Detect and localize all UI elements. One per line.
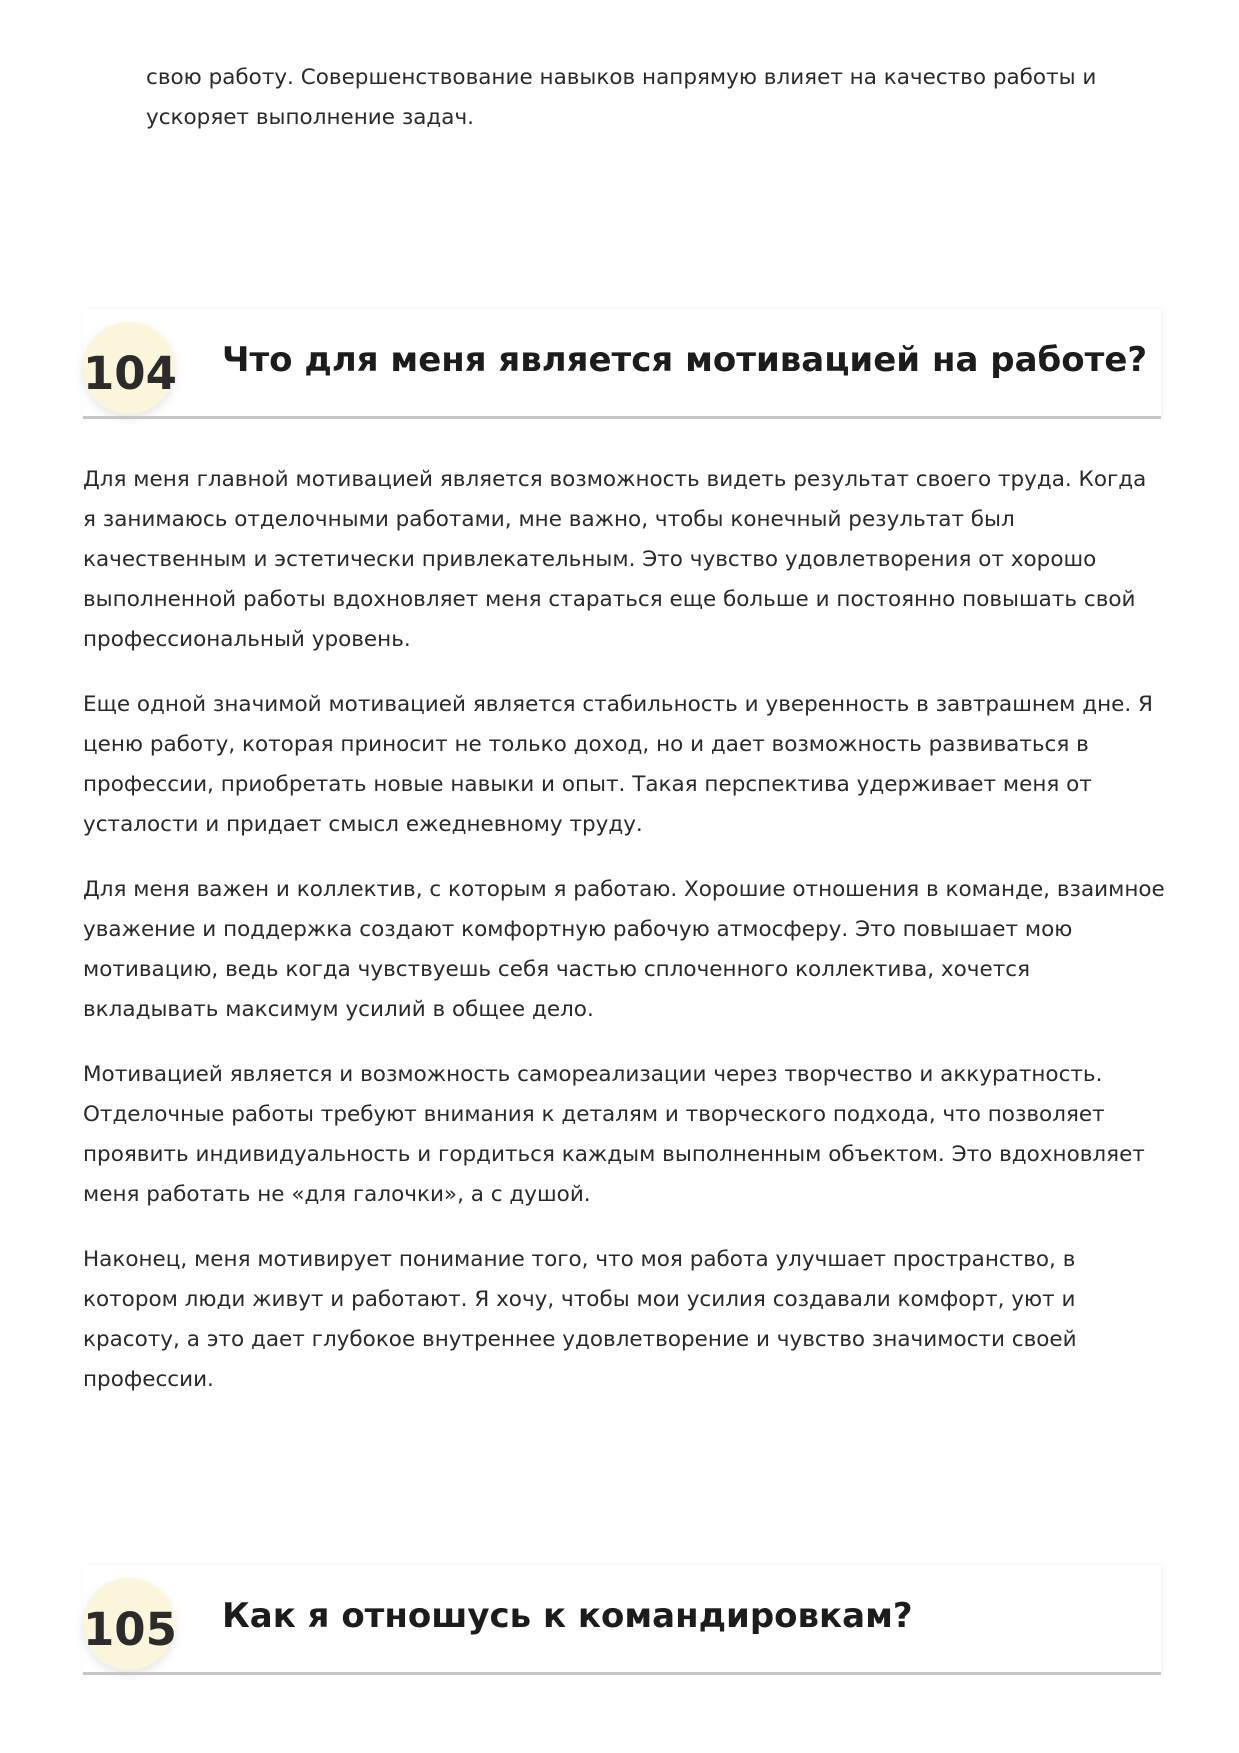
question-number: 105 [83, 1603, 177, 1656]
section-divider [83, 1672, 1161, 1675]
body-paragraph: Наконец, меня мотивирует понимание того, что моя работа улучшает пространство, в котором люди живут и работают. Я хочу, чтобы мои усилия создавали комфорт, уют и красоту, а это дает глубокое внутреннее удовлетворение и чувство значимости своей профессии. [83, 1247, 1077, 1392]
body-paragraph: Для меня главной мотивацией является возможность видеть результат своего труда. Когда я занимаюсь отделочными работами, мне важно, чтобы конечный результат был качественным и эстетически привлекательным. Это чувство удовлетворения от хорошо выполненной работы вдохновляет меня стараться еще больше и постоянно повышать свой профессиональный уровень. [83, 467, 1147, 652]
intro-paragraph: свою работу. Совершенствование навыков напрямую влияет на качество работы и ускоряет выполнение задач. [146, 65, 1097, 130]
section-title: Что для меня является мотивацией на работе? [222, 340, 1148, 380]
section-header-105 [83, 1565, 1161, 1677]
body-paragraph: Мотивацией является и возможность самореализации через творчество и аккуратность. Отделочные работы требуют внимания к деталям и творческого подхода, что позволяет проявить индивидуальность и гордиться каждым выполненным объектом. Это вдохновляет меня работать не «для галочки», а с душой. [83, 1062, 1145, 1207]
section-body-104 [83, 460, 1165, 1425]
section-header-104 [83, 309, 1161, 421]
question-number-badge [83, 322, 175, 414]
question-number: 104 [83, 347, 177, 400]
body-paragraph: Еще одной значимой мотивацией является стабильность и уверенность в завтрашнем дне. Я ценю работу, которая приносит не только доход, но и дает возможность развиваться в профессии, приобретать новые навыки и опыт. Такая перспектива удерживает меня от усталости и придает смысл ежедневному труду. [83, 692, 1153, 837]
body-paragraph: Для меня важен и коллектив, с которым я работаю. Хорошие отношения в команде, взаимное уважение и поддержка создают комфортную рабочую атмосферу. Это повышает мою мотивацию, ведь когда чувствуешь себя частью сплоченного коллектива, хочется вкладывать максимум усилий в общее дело. [83, 877, 1165, 1022]
section-divider [83, 416, 1161, 419]
section-title: Как я отношусь к командировкам? [222, 1596, 913, 1636]
question-number-badge [83, 1578, 175, 1670]
